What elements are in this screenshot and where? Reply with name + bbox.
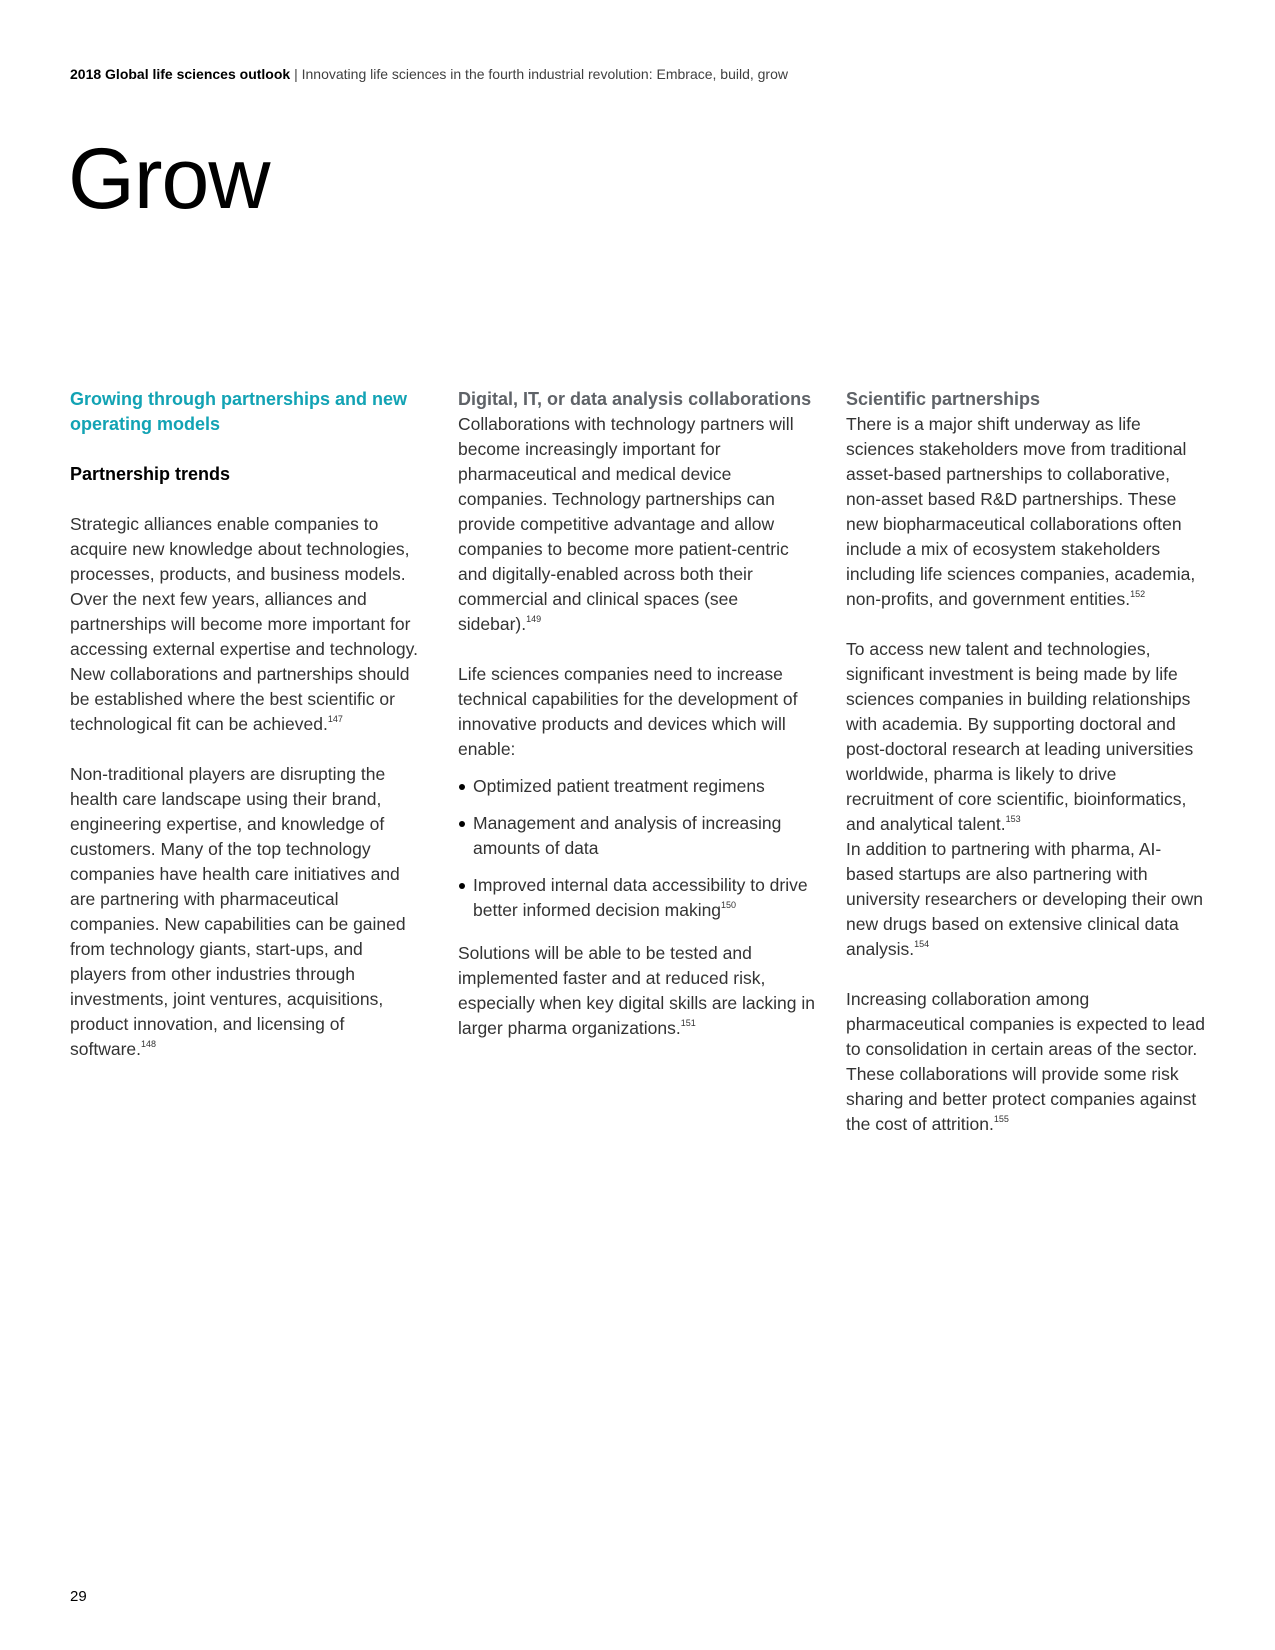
header-separator: | <box>294 66 298 82</box>
footnote-ref: 152 <box>1130 589 1146 599</box>
partnership-trends-heading: Partnership trends <box>70 464 231 484</box>
bullet-list <box>458 774 818 923</box>
column-left <box>70 387 422 1062</box>
footnote-ref: 150 <box>721 900 737 910</box>
report-title: 2018 Global life sciences outlook <box>70 66 291 82</box>
paragraph: Non-traditional players are disrupting the health care landscape using their brand, engineering expertise, and knowledge of customers. Many of the top technology companies have health care initiatives and are partnering with pharmaceutical companies. New capabilities can be gained from technology giants, start-ups, and players from other industries through investments, joint ventures, acquisitions, product innovation, and licensing of software.$^{148}$ <box>70 764 406 1059</box>
footnote-ref: 148 <box>141 1039 157 1049</box>
paragraph: Increasing collaboration among pharmaceutical companies is expected to lead to consolidation in certain areas of the sector. These collaborations will provide some risk sharing and better protect companies against the cost of attrition.$^{155}$ <box>846 989 1205 1134</box>
list-item: Improved internal data accessibility to drive better informed decision making$^{150}$ <box>458 873 818 923</box>
footnote-ref: 155 <box>993 1114 1009 1124</box>
scientific-partnerships-heading: Scientific partnerships <box>846 389 1041 409</box>
paragraph: Solutions will be able to be tested and implemented faster and at reduced risk, especially when key digital skills are lacking in larger pharma organizations.$^{151}$ <box>458 943 815 1038</box>
running-header <box>70 66 788 82</box>
column-middle <box>458 387 818 1041</box>
page-number: 29 <box>70 1588 87 1605</box>
paragraph: Collaborations with technology partners will become increasingly important for pharmaceutical and medical device companies. Technology partnerships can provide competitive advantage and allow companies to become more patient-centric and digitally-enabled across both their commercial and clinical spaces (see sidebar).$^{149}$ <box>458 414 794 634</box>
column-right <box>846 387 1206 1137</box>
paragraph: There is a major shift underway as life sciences stakeholders move from traditional asset-based partnerships to collaborative, non-asset based R&D partnerships. These new biopharmaceutical collaborations often include a mix of ecosystem stakeholders including life sciences companies, academia, non-profits, and government entities.$^{152}$ <box>846 414 1196 609</box>
paragraph: Strategic alliances enable companies to acquire new knowledge about technologies, processes, products, and business models. Over the next few years, alliances and partnerships will become more important for accessing external expertise and technology. New collaborations and partnerships should be established where the best scientific or technological fit can be achieved.$^{147}$ <box>70 514 418 734</box>
footnote-ref: 153 <box>1005 814 1021 824</box>
paragraph: To access new talent and technologies, significant investment is being made by life sciences companies in building relationships with academia. By supporting doctoral and post-doctoral research at leading universities worldwide, pharma is likely to drive recruitment of core scientific, bioinformatics, and analytical talent.$^{153}$ <box>846 639 1194 834</box>
footnote-ref: 149 <box>526 614 542 624</box>
report-subtitle: Innovating life sciences in the fourth industrial revolution: Embrace, build, grow <box>301 66 788 82</box>
footnote-ref: 154 <box>914 939 930 949</box>
footnote-ref: 147 <box>327 714 343 724</box>
paragraph: Life sciences companies need to increase technical capabilities for the development of innovative products and devices which will enable: <box>458 664 798 759</box>
list-item: Optimized patient treatment regimens <box>458 774 818 799</box>
section-heading: Growing through partnerships and new operating models <box>70 389 408 434</box>
list-item: Management and analysis of increasing amounts of data <box>458 811 818 861</box>
paragraph: In addition to partnering with pharma, AI-based startups are also partnering with university researchers or developing their own new drugs based on extensive clinical data analysis.$^{154}$ <box>846 839 1203 959</box>
page-title: Grow <box>68 131 270 227</box>
digital-collaborations-heading: Digital, IT, or data analysis collaborations <box>458 389 812 409</box>
footnote-ref: 151 <box>680 1018 696 1028</box>
